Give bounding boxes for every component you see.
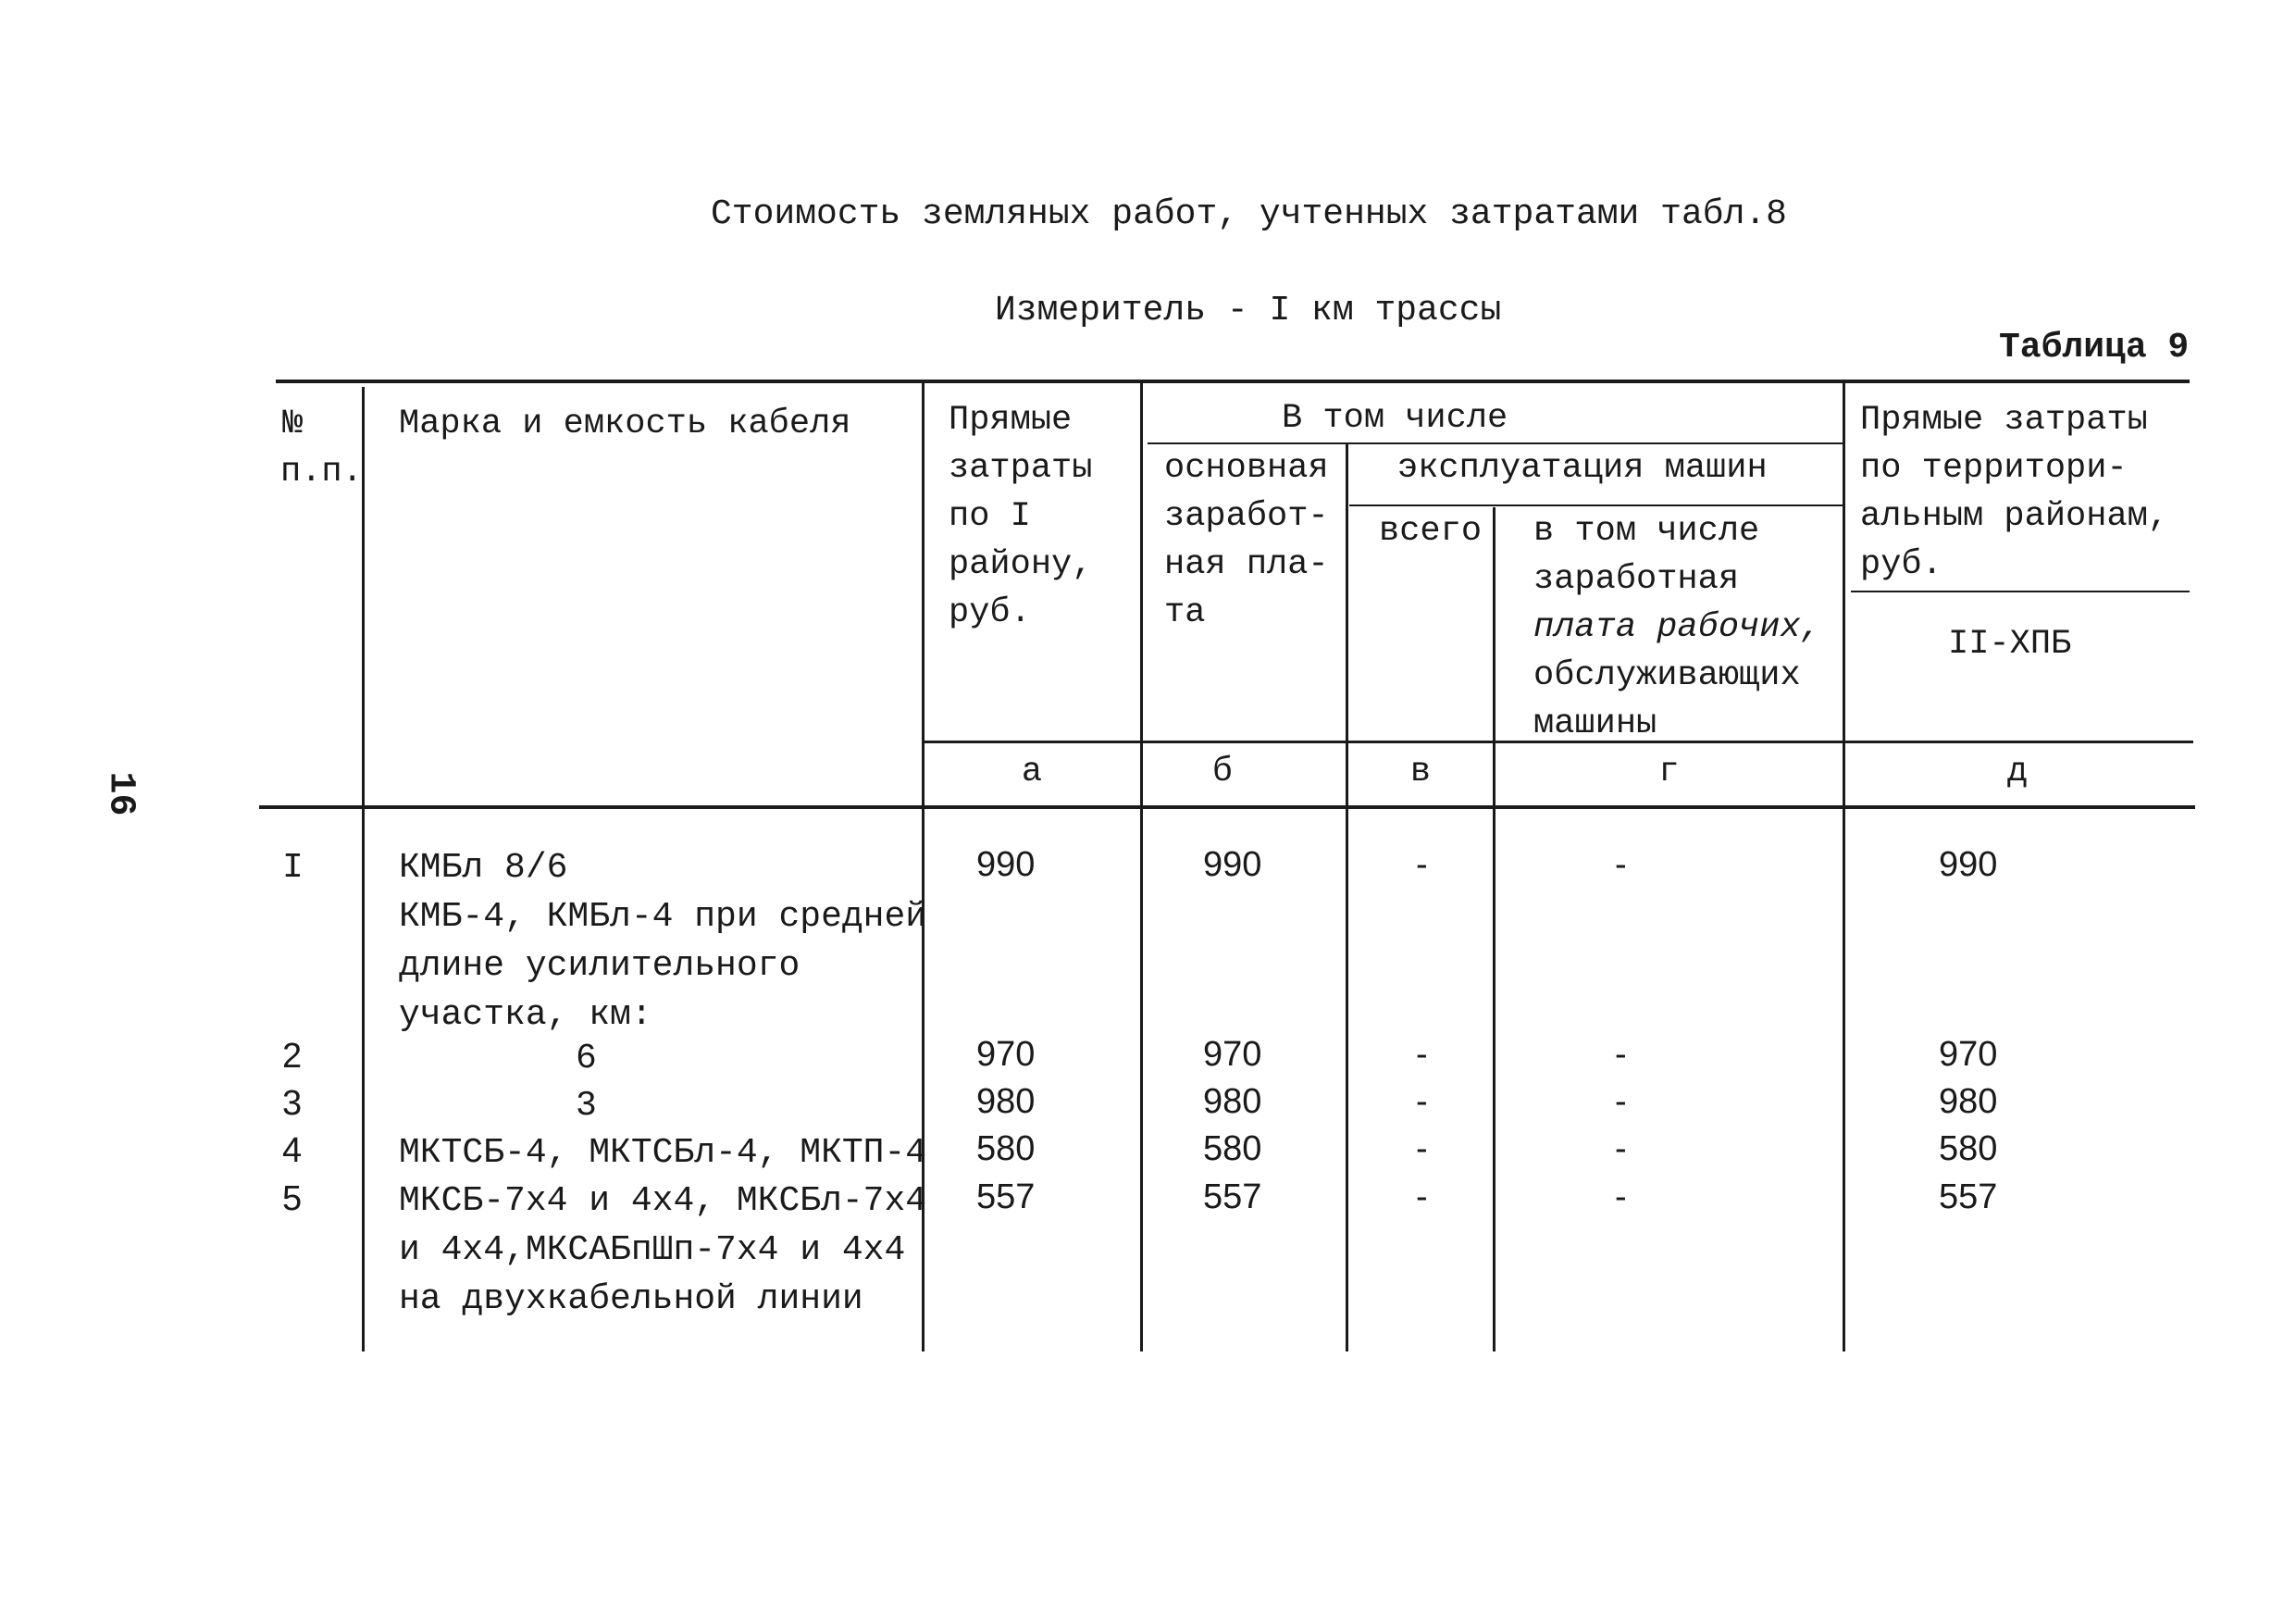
col-letter-b: б [1211,753,1234,791]
cell-b: 557 [1203,1177,1262,1216]
cell-d: 970 [1939,1035,1998,1074]
cell-v: - [1416,1082,1428,1121]
header-group-including: В том числе [1282,399,1508,438]
row-number: I [282,848,304,888]
row-number: 4 [282,1131,303,1170]
row-brand-line: и 4х4,МКСАБпШп-7х4 и 4х4 [399,1230,906,1270]
row-brand-line: на двухкабельной линии [399,1279,863,1319]
cell-d: 980 [1939,1082,1998,1121]
cell-g: - [1615,1082,1627,1121]
row-number: 3 [282,1084,303,1123]
cell-g: - [1615,845,1627,884]
cell-g: - [1615,1035,1627,1074]
col-letter-v: в [1409,753,1432,791]
row-brand-line: МКСБ-7х4 и 4х4, МКСБл-7х4 [399,1181,927,1221]
header-brand: Марка и емкость кабеля [399,405,851,443]
table-label: Таблица 9 [1999,328,2190,367]
cell-a: 557 [976,1177,1036,1216]
measure-line: Измеритель - I км трассы [995,291,1502,330]
cell-v: - [1416,1129,1428,1168]
cell-g: - [1615,1129,1627,1168]
cell-b: 990 [1203,845,1262,884]
row-brand-line: КМБл 8/6 [399,848,568,888]
cell-b: 580 [1203,1129,1262,1168]
col-letter-d: д [2006,753,2029,791]
row-brand-line: 6 [576,1039,597,1078]
col-letter-a: а [1021,753,1043,791]
header-no-abbrev: п.п. [280,453,363,492]
cell-v: - [1416,1177,1428,1216]
header-total: всего [1379,512,1483,551]
cell-a: 990 [976,845,1036,884]
row-number: 2 [282,1037,303,1076]
row-brand-line: КМБ-4, КМБл-4 при средней [399,897,927,937]
cell-d: 990 [1939,845,1998,884]
col-letter-g: г [1658,753,1680,791]
page-number: 16 [99,771,142,816]
cell-g: - [1615,1177,1627,1216]
row-brand-line: 3 [576,1086,597,1126]
cell-b: 980 [1203,1082,1262,1121]
cell-d: 557 [1939,1177,1998,1216]
header-group-machines: эксплуатация машин [1397,449,1768,488]
cell-v: - [1416,1035,1428,1074]
cell-a: 980 [976,1082,1036,1121]
row-brand-line: длине усилительного [399,946,800,986]
cell-d: 580 [1939,1129,1998,1168]
cell-b: 970 [1203,1035,1262,1074]
row-brand-line: участка, км: [399,995,652,1035]
row-number: 5 [282,1179,303,1218]
cell-a: 580 [976,1129,1036,1168]
cell-v: - [1416,845,1428,884]
cell-a: 970 [976,1035,1036,1074]
row-brand-line: МКТСБ-4, МКТСБл-4, МКТП-4 [399,1133,927,1173]
document-title: Стоимость земляных работ, учтенных затратами табл.8 [711,194,1787,234]
header-territorial-sub: II-ХПБ [1948,625,2072,664]
header-no-symbol: № [282,405,304,443]
